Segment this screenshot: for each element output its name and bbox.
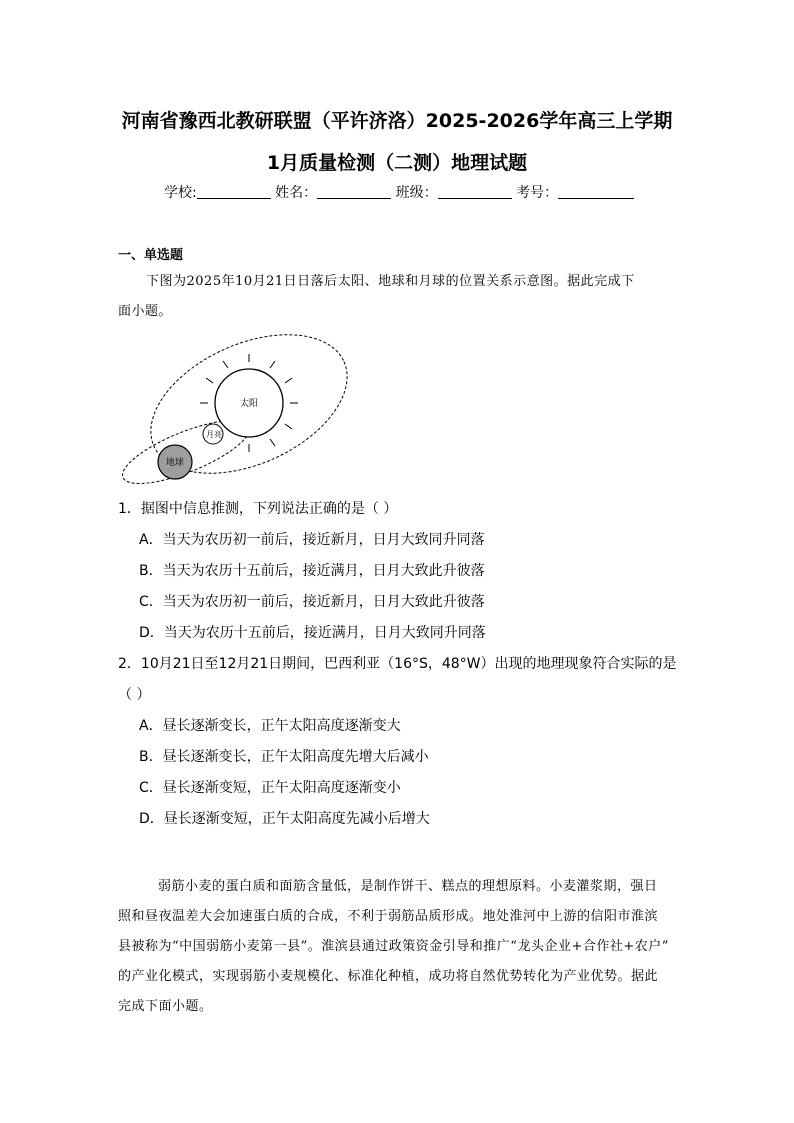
question-2-stem: 2．10月21日至12月21日期间，巴西利亚（16°S，48°W）出现的地理现象符合实际的是 (118, 656, 677, 672)
intro-line: 面小题。 (118, 304, 173, 319)
intro-2-line: 的产业化模式，实现弱筋小麦规模化、标准化种植，成功将自然优势转化为产业优势。据此 (118, 969, 659, 984)
question-2-option-a[interactable]: A．昼长逐渐变长，正午太阳高度逐渐变大 (139, 718, 401, 734)
class-label: 班级： (395, 185, 438, 201)
exam-number-label: 考号： (516, 185, 559, 201)
sun-label: 太阳 (239, 399, 259, 409)
page-title-line-2: 1月质量检测（二测）地理试题 (266, 152, 528, 174)
intro-2-line: 完成下面小题。 (118, 999, 213, 1014)
exam-number-blank[interactable] (558, 184, 634, 199)
page-title-line-1: 河南省豫西北教研联盟（平许济洛）2025-2026学年高三上学期 (121, 110, 673, 132)
earth-label: 地球 (165, 458, 185, 468)
question-2-option-c[interactable]: C．昼长逐渐变短，正午太阳高度逐渐变小 (139, 780, 401, 796)
intro-2-line: 照和昼夜温差大会加速蛋白质的合成，不利于弱筋品质形成。地处淮河中上游的信阳市淮滨 (118, 909, 659, 924)
question-1-stem: 1．据图中信息推测，下列说法正确的是（ ） (118, 501, 398, 517)
question-2-stem-cont: （ ） (118, 687, 151, 703)
question-1-option-c[interactable]: C．当天为农历初一前后，接近新月，日月大致此升彼落 (139, 594, 485, 610)
class-blank[interactable] (438, 184, 512, 199)
name-label: 姓名： (275, 185, 318, 201)
school-label: 学校: (164, 185, 197, 201)
question-1-option-b[interactable]: B．当天为农历十五前后，接近满月，日月大致此升彼落 (139, 563, 485, 579)
intro-2-line: 弱筋小麦的蛋白质和面筋含量低，是制作饼干、糕点的理想原料。小麦灌浆期，强日 (158, 879, 658, 894)
sun-earth-moon-diagram (112, 320, 362, 490)
question-2-option-d[interactable]: D．昼长逐渐变短，正午太阳高度先减小后增大 (139, 811, 430, 827)
school-blank[interactable] (197, 184, 271, 199)
moon-label: 月亮 (206, 430, 222, 439)
question-1-option-a[interactable]: A．当天为农历初一前后，接近新月，日月大致同升同落 (139, 532, 485, 548)
section-heading: 一、单选题 (118, 248, 184, 263)
intro-line: 下图为2025年10月21日日落后太阳、地球和月球的位置关系示意图。据此完成下 (146, 274, 635, 289)
intro-2-line: 县被称为“中国弱筋小麦第一县”。淮滨县通过政策资金引导和推广“龙头企业+合作社+农户” (118, 939, 669, 954)
question-1-option-d[interactable]: D．当天为农历十五前后，接近满月，日月大致同升同落 (139, 625, 486, 641)
question-2-option-b[interactable]: B．昼长逐渐变长，正午太阳高度先增大后减小 (139, 749, 429, 765)
student-info-row (164, 182, 634, 202)
name-blank[interactable] (317, 184, 391, 199)
